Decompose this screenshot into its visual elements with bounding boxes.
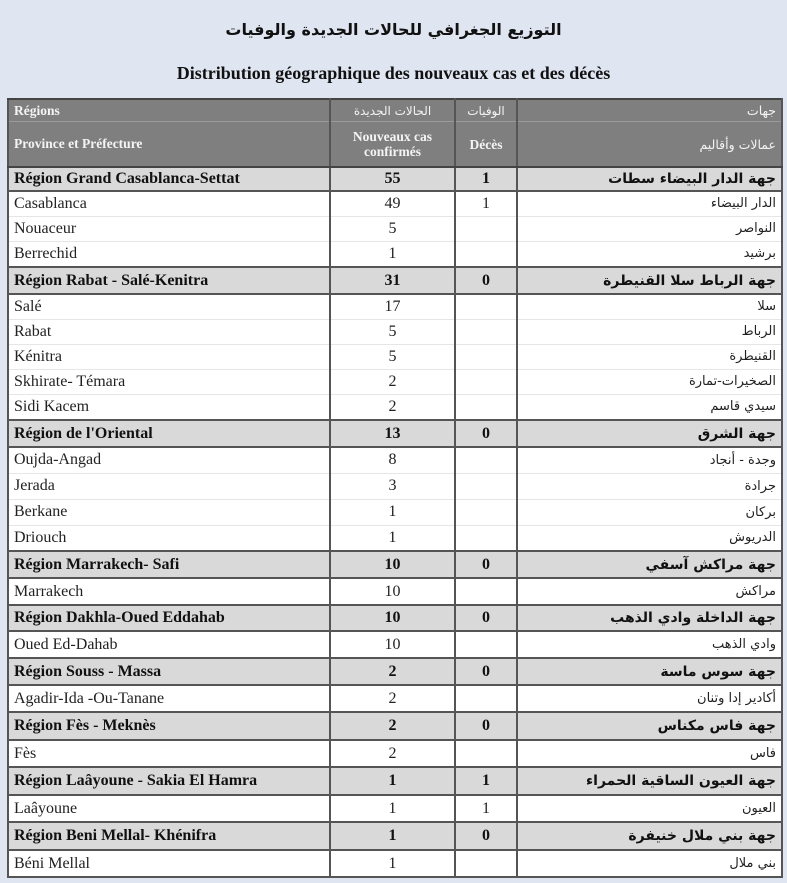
cell-name-ar: أكادير إدا وتنان	[517, 685, 782, 712]
cell-deaths	[455, 525, 517, 551]
header-cases-ar: الحالات الجديدة	[330, 99, 455, 122]
cell-cases: 1	[330, 241, 455, 267]
cell-cases: 2	[330, 369, 455, 394]
cell-deaths	[455, 447, 517, 473]
cell-name-ar: جرادة	[517, 473, 782, 499]
province-row	[8, 473, 782, 499]
cell-name-fr: Agadir-Ida -Ou-Tanane	[8, 685, 330, 712]
cell-name-fr: Région de l'Oriental	[8, 420, 330, 447]
cell-name-ar: القنيطرة	[517, 344, 782, 369]
header-cases-fr: Nouveaux cas confirmés	[330, 122, 455, 168]
header-province-fr: Province et Préfecture	[8, 122, 330, 168]
cell-cases: 8	[330, 447, 455, 473]
region-row	[8, 551, 782, 578]
cell-cases: 13	[330, 420, 455, 447]
cell-deaths	[455, 850, 517, 877]
cell-name-ar: وجدة - أنجاد	[517, 447, 782, 473]
cell-name-ar: جهة بني ملال خنيفرة	[517, 822, 782, 850]
cell-name-ar: وادي الذهب	[517, 631, 782, 658]
cell-deaths: 0	[455, 551, 517, 578]
cell-deaths	[455, 216, 517, 241]
cell-deaths	[455, 344, 517, 369]
cell-name-fr: Région Grand Casablanca-Settat	[8, 167, 330, 191]
cell-name-fr: Sidi Kacem	[8, 394, 330, 420]
title-french: Distribution géographique des nouveaux cas et des décès	[176, 63, 611, 83]
cell-deaths	[455, 631, 517, 658]
cell-name-fr: Driouch	[8, 525, 330, 551]
cell-name-ar: برشيد	[517, 241, 782, 267]
province-row	[8, 578, 782, 605]
cell-name-fr: Oujda-Angad	[8, 447, 330, 473]
cell-deaths	[455, 394, 517, 420]
cell-name-ar: الصخيرات-تمارة	[517, 369, 782, 394]
province-row	[8, 191, 782, 216]
cell-cases: 2	[330, 394, 455, 420]
cell-name-fr: Région Fès - Meknès	[8, 712, 330, 740]
cell-cases: 2	[330, 685, 455, 712]
cell-deaths: 0	[455, 658, 517, 685]
cell-name-fr: Région Beni Mellal- Khénifra	[8, 822, 330, 850]
region-row	[8, 267, 782, 294]
cell-name-fr: Région Marrakech- Safi	[8, 551, 330, 578]
province-row	[8, 394, 782, 420]
header-regions-ar: جهات	[517, 99, 782, 122]
cell-cases: 55	[330, 167, 455, 191]
cell-deaths: 0	[455, 605, 517, 631]
province-row	[8, 525, 782, 551]
cell-name-fr: Nouaceur	[8, 216, 330, 241]
cell-cases: 2	[330, 740, 455, 767]
cell-name-fr: Rabat	[8, 319, 330, 344]
cell-cases: 5	[330, 319, 455, 344]
cell-name-fr: Région Dakhla-Oued Eddahab	[8, 605, 330, 631]
cell-deaths	[455, 319, 517, 344]
cell-cases: 31	[330, 267, 455, 294]
cell-name-fr: Kénitra	[8, 344, 330, 369]
cell-name-ar: بركان	[517, 499, 782, 525]
province-row	[8, 369, 782, 394]
province-row	[8, 294, 782, 319]
province-row	[8, 740, 782, 767]
region-row	[8, 167, 782, 191]
cell-cases: 3	[330, 473, 455, 499]
province-row	[8, 344, 782, 369]
cell-cases: 2	[330, 658, 455, 685]
cell-name-ar: جهة الشرق	[517, 420, 782, 447]
region-row	[8, 712, 782, 740]
cell-cases: 1	[330, 499, 455, 525]
cell-name-ar: جهة الدار البيضاء سطات	[517, 167, 782, 191]
cell-deaths	[455, 241, 517, 267]
cell-cases: 10	[330, 578, 455, 605]
header-row-top	[8, 99, 782, 122]
cell-deaths: 0	[455, 420, 517, 447]
cell-name-ar: الدار البيضاء	[517, 191, 782, 216]
cell-name-fr: Marrakech	[8, 578, 330, 605]
region-row	[8, 822, 782, 850]
cell-name-fr: Casablanca	[8, 191, 330, 216]
cell-name-fr: Skhirate- Témara	[8, 369, 330, 394]
cell-name-ar: الرباط	[517, 319, 782, 344]
cell-name-ar: جهة الداخلة وادي الذهب	[517, 605, 782, 631]
cell-name-ar: سلا	[517, 294, 782, 319]
cell-cases: 49	[330, 191, 455, 216]
cell-name-fr: Oued Ed-Dahab	[8, 631, 330, 658]
province-row	[8, 850, 782, 877]
table-body	[8, 167, 782, 877]
cell-deaths	[455, 294, 517, 319]
cell-cases: 5	[330, 344, 455, 369]
cell-name-ar: جهة مراكش آسفي	[517, 551, 782, 578]
region-row	[8, 767, 782, 795]
cell-cases: 10	[330, 551, 455, 578]
cell-name-fr: Région Souss - Massa	[8, 658, 330, 685]
cell-deaths: 1	[455, 167, 517, 191]
cell-name-fr: Région Rabat - Salé-Kenitra	[8, 267, 330, 294]
region-row	[8, 420, 782, 447]
cell-cases: 10	[330, 631, 455, 658]
cell-name-ar: النواصر	[517, 216, 782, 241]
cell-deaths	[455, 499, 517, 525]
province-row	[8, 447, 782, 473]
distribution-table	[7, 98, 783, 878]
province-row	[8, 795, 782, 822]
cell-cases: 1	[330, 525, 455, 551]
cell-name-fr: Jerada	[8, 473, 330, 499]
cell-name-ar: فاس	[517, 740, 782, 767]
cell-cases: 17	[330, 294, 455, 319]
cell-name-ar: جهة سوس ماسة	[517, 658, 782, 685]
cell-deaths	[455, 369, 517, 394]
cell-cases: 10	[330, 605, 455, 631]
province-row	[8, 216, 782, 241]
cell-name-ar: العيون	[517, 795, 782, 822]
cell-deaths: 1	[455, 795, 517, 822]
province-row	[8, 631, 782, 658]
cell-deaths: 1	[455, 767, 517, 795]
cell-name-ar: جهة الرباط سلا القنيطرة	[517, 267, 782, 294]
cell-name-ar: بني ملال	[517, 850, 782, 877]
cell-deaths	[455, 740, 517, 767]
cell-name-ar: جهة فاس مكناس	[517, 712, 782, 740]
header-province-ar: عمالات وأقاليم	[517, 122, 782, 168]
cell-deaths	[455, 685, 517, 712]
cell-name-fr: Berkane	[8, 499, 330, 525]
cell-name-ar: جهة العيون الساقية الحمراء	[517, 767, 782, 795]
cell-deaths	[455, 578, 517, 605]
region-row	[8, 605, 782, 631]
cell-name-fr: Berrechid	[8, 241, 330, 267]
header-deaths-fr: Décès	[455, 122, 517, 168]
cell-cases: 5	[330, 216, 455, 241]
cell-cases: 1	[330, 795, 455, 822]
cell-name-ar: الدريوش	[517, 525, 782, 551]
cell-deaths: 1	[455, 191, 517, 216]
cell-name-ar: مراكش	[517, 578, 782, 605]
header-deaths-ar: الوفيات	[455, 99, 517, 122]
cell-cases: 1	[330, 850, 455, 877]
cell-cases: 2	[330, 712, 455, 740]
cell-name-fr: Région Laâyoune - Sakia El Hamra	[8, 767, 330, 795]
cell-name-fr: Fès	[8, 740, 330, 767]
province-row	[8, 319, 782, 344]
region-row	[8, 658, 782, 685]
cell-name-ar: سيدي قاسم	[517, 394, 782, 420]
cell-deaths: 0	[455, 822, 517, 850]
cell-deaths: 0	[455, 267, 517, 294]
cell-deaths	[455, 473, 517, 499]
province-row	[8, 685, 782, 712]
cell-deaths: 0	[455, 712, 517, 740]
cell-cases: 1	[330, 822, 455, 850]
cell-name-fr: Laâyoune	[8, 795, 330, 822]
cell-name-fr: Salé	[8, 294, 330, 319]
title-arabic: التوزيع الجغرافي للحالات الجديدة والوفيات	[225, 20, 562, 39]
cell-cases: 1	[330, 767, 455, 795]
province-row	[8, 499, 782, 525]
province-row	[8, 241, 782, 267]
header-row-bottom	[8, 122, 782, 168]
header-regions-fr: Régions	[8, 99, 330, 122]
cell-name-fr: Béni Mellal	[8, 850, 330, 877]
